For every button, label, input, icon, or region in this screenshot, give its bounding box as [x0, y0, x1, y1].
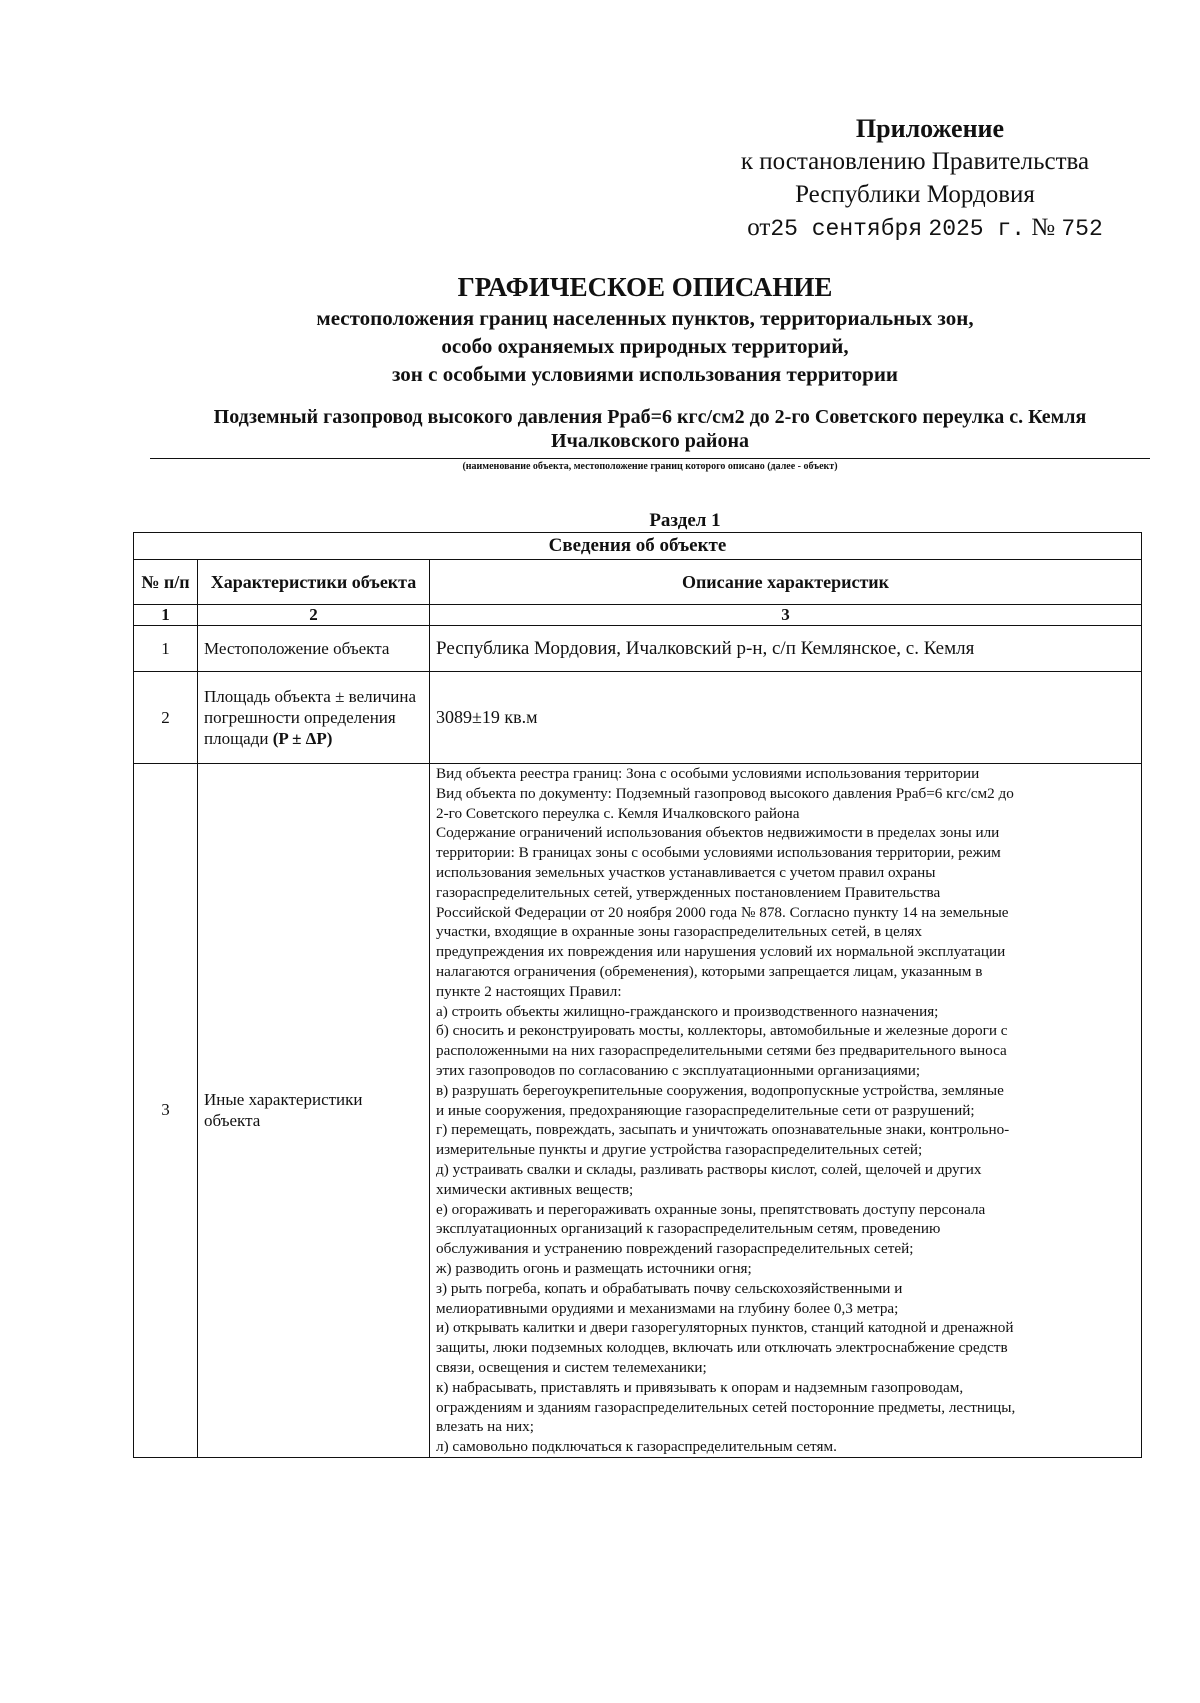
- header-description: Описание характеристик: [430, 560, 1142, 605]
- text-line: химически активных веществ;: [436, 1180, 634, 1198]
- document-title-block: [120, 270, 1170, 388]
- text-line: и иные сооружения, предохраняющие газораспределительные сети от разрушений;: [436, 1101, 975, 1119]
- text-line: пункте 2 настоящих Правил:: [436, 982, 622, 1000]
- row-value: 3089±19 кв.м: [430, 672, 1142, 764]
- row-number: 3: [134, 764, 198, 1458]
- appendix-date: 25 сентября: [770, 216, 923, 242]
- object-info-table: [133, 532, 1142, 1458]
- appendix-date-prefix: от: [747, 214, 771, 241]
- object-name: [150, 405, 1150, 453]
- text-line: Вид объекта реестра границ: Зона с особыми условиями использования территории: [436, 765, 980, 782]
- table-title: Сведения об объекте: [134, 533, 1142, 560]
- object-name-line: Подземный газопровод высокого давления Рраб=6 кгс/см2 до 2-го Советского переулка с. Кемля: [213, 406, 1087, 428]
- text-line: и) открывать калитки и двери газорегуляторных пунктов, станций катодной и дренажной: [436, 1319, 1014, 1337]
- text-line: эксплуатационных организаций к газораспределительным сетям, проведению: [436, 1220, 941, 1238]
- document-subtitle-line: особо охраняемых природных территорий,: [441, 334, 849, 358]
- row-label: [198, 672, 430, 764]
- header-characteristics: Характеристики объекта: [198, 560, 430, 605]
- row-number: 2: [134, 672, 198, 764]
- text-line: влезать на них;: [436, 1418, 534, 1436]
- text-line: 2-го Советского переулка с. Кемля Ичалковского района: [436, 804, 800, 822]
- text-line: з) рыть погреба, копать и обрабатывать почву сельскохозяйственными и: [436, 1279, 903, 1297]
- text-line: налагаются ограничения (обременения), которыми запрещается лицам, указанным в: [436, 962, 983, 980]
- appendix-line-1: к постановлению Правительства: [740, 148, 1090, 175]
- section-title: Раздел 1: [649, 510, 721, 531]
- row-number: 1: [134, 626, 198, 672]
- text-line: предупреждения их повреждения или нарушения условий их нормальной эксплуатации: [436, 943, 1006, 961]
- column-number: 3: [430, 605, 1142, 626]
- row-label-text: Площадь объекта ± величина погрешности определения площади: [204, 687, 417, 748]
- row-label: Местоположение объекта: [198, 626, 430, 672]
- text-line: в) разрушать берегоукрепительные сооружения, водопропускные устройства, земляные: [436, 1081, 1004, 1099]
- restrictions-text: [430, 764, 1142, 1458]
- appendix-title: Приложение: [855, 114, 1005, 143]
- row-label-formula: (P ± ΔP): [272, 729, 333, 748]
- appendix-line-2: Республики Мордовия: [795, 181, 1035, 208]
- appendix-block: [700, 112, 1130, 246]
- row-value: Республика Мордовия, Ичалковский р-н, с/п Кемлянское, с. Кемля: [430, 626, 1142, 672]
- text-line: связи, освещения и систем телемеханики;: [436, 1358, 707, 1376]
- column-number-row: [134, 605, 1142, 626]
- text-line: газораспределительных сетей, утвержденных постановлением Правительства: [436, 883, 941, 901]
- text-line: расположенными на них газораспределительными сетями без предварительного выноса: [436, 1042, 1007, 1060]
- table-row: [134, 626, 1142, 672]
- text-line: е) огораживать и перегораживать охранные зоны, препятствовать доступу персонала: [436, 1200, 986, 1218]
- text-line: б) сносить и реконструировать мосты, коллекторы, автомобильные и железные дороги с: [436, 1022, 1008, 1040]
- document-title: ГРАФИЧЕСКОЕ ОПИСАНИЕ: [457, 272, 833, 302]
- text-line: г) перемещать, повреждать, засыпать и уничтожать опознавательные знаки, контрольно-: [436, 1121, 1010, 1139]
- object-name-line: Ичалковского района: [551, 430, 749, 452]
- text-line: использования земельных участков устанавливается с учетом правил охраны: [436, 863, 936, 881]
- appendix-year: 2025 г.: [928, 216, 1026, 242]
- table-row: [134, 764, 1142, 1458]
- text-line: территории: В границах зоны с особыми условиями использования территории, режим: [436, 844, 1001, 862]
- text-line: обслуживания и устранению повреждений газораспределительных сетей;: [436, 1240, 914, 1258]
- object-caption: (наименование объекта, местоположение границ которого описано (далее - объект): [462, 461, 838, 472]
- object-name-underline: [150, 458, 1150, 459]
- text-line: Вид объекта по документу: Подземный газопровод высокого давления Рраб=6 кгс/см2 до: [436, 784, 1014, 802]
- document-subtitle-line: зон с особыми условиями использования территории: [391, 362, 899, 386]
- document-subtitle-line: местоположения границ населенных пунктов, территориальных зон,: [316, 306, 974, 330]
- appendix-number: 752: [1061, 216, 1103, 242]
- text-line: ограждениям и зданиям газораспределительных сетей посторонние предметы, лестницы,: [436, 1398, 1016, 1416]
- appendix-number-sign: №: [1031, 214, 1056, 241]
- text-line: ж) разводить огонь и размещать источники огня;: [436, 1259, 752, 1277]
- text-line: д) устраивать свалки и склады, разливать растворы кислот, солей, щелочей и других: [436, 1160, 982, 1178]
- text-line: мелиоративными орудиями и механизмами на глубину более 0,3 метра;: [436, 1299, 899, 1317]
- text-line: измерительные пункты и другие устройства газораспределительных сетей;: [436, 1141, 923, 1159]
- text-line: Российской Федерации от 20 ноября 2000 года № 878. Согласно пункту 14 на земельные: [436, 903, 1009, 921]
- text-line: а) строить объекты жилищно-гражданского и производственного назначения;: [436, 1002, 939, 1020]
- table-header-row: [134, 560, 1142, 605]
- text-line: к) набрасывать, приставлять и привязывать к опорам и надземным газопроводам,: [436, 1378, 964, 1396]
- column-number: 2: [198, 605, 430, 626]
- column-number: 1: [134, 605, 198, 626]
- text-line: защиты, люки подземных колодцев, включать или отключать электроснабжение средств: [436, 1339, 1008, 1357]
- text-line: Содержание ограничений использования объектов недвижимости в пределах зоны или: [436, 824, 1000, 842]
- text-line: л) самовольно подключаться к газораспределительным сетям.: [436, 1438, 837, 1456]
- text-line: участки, входящие в охранные зоны газораспределительных сетей, в целях: [436, 923, 922, 941]
- row-label: Иные характеристики объекта: [198, 764, 430, 1458]
- table-row: [134, 672, 1142, 764]
- header-number: № п/п: [134, 560, 198, 605]
- appendix-date-line: [720, 211, 1130, 246]
- text-line: этих газопроводов по согласованию с эксплуатационными организациями;: [436, 1061, 921, 1079]
